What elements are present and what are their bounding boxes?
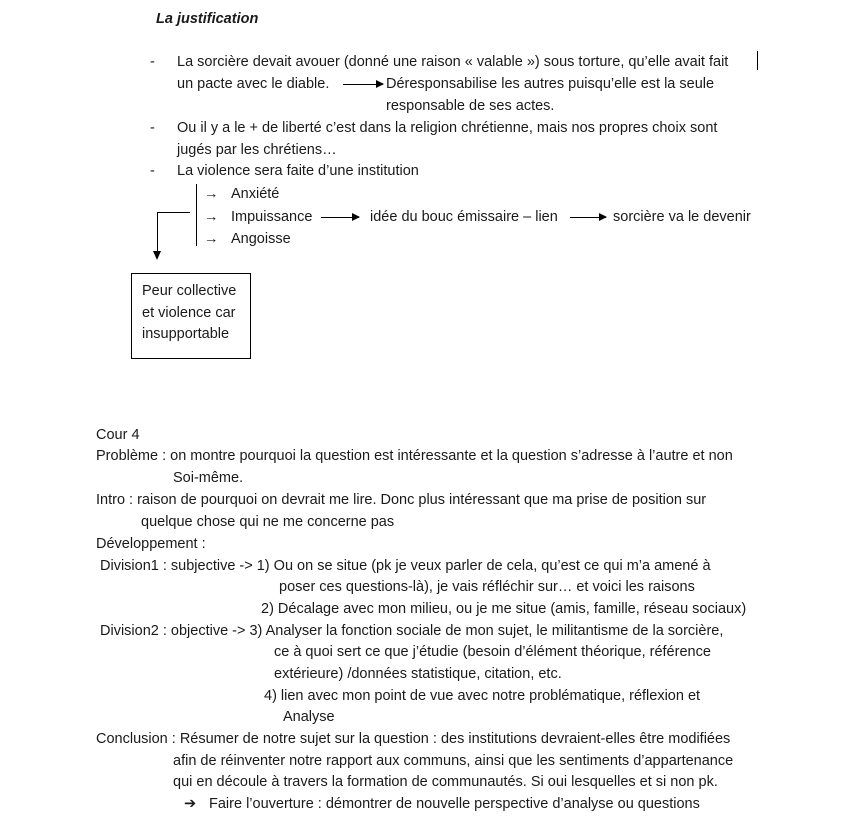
- conclusion-line4: Faire l’ouverture : démontrer de nouvelle perspective d’analyse ou questions: [209, 796, 700, 812]
- text-cursor: [757, 51, 758, 70]
- conclusion-line2: afin de réinventer notre rapport aux communs, ainsi que les sentiments d’appartenance: [173, 753, 734, 769]
- arrow-right-icon: →: [204, 231, 219, 247]
- bracket-line: [196, 184, 197, 246]
- bullet-dash: -: [150, 163, 155, 179]
- arrow-right-icon: [570, 217, 606, 218]
- box-line: Peur collective: [142, 283, 237, 299]
- branch-impuissance: Impuissance: [231, 209, 313, 225]
- bullet1-line1: La sorcière devait avouer (donné une raison « valable ») sous torture, qu’elle avait fait: [177, 54, 729, 70]
- bullet1-consequence2: responsable de ses actes.: [386, 98, 555, 114]
- chain-step2: sorcière va le devenir: [613, 209, 751, 225]
- box-line: insupportable: [142, 326, 230, 342]
- probleme-line1: Problème : on montre pourquoi la question est intéressante et la question s’adresse à l’autre et non: [96, 448, 733, 464]
- fear-box: [131, 273, 251, 359]
- arrow-right-icon: →: [204, 209, 219, 225]
- intro-line1: Intro : raison de pourquoi on devrait me lire. Donc plus intéressant que ma prise de position sur: [96, 492, 707, 508]
- division2-line4: 4) lien avec mon point de vue avec notre problématique, réflexion et: [264, 688, 701, 704]
- conclusion-line1: Conclusion : Résumer de notre sujet sur la question : des institutions devraient-elles être modifiées: [96, 731, 731, 747]
- arrow-right-icon: →: [204, 186, 219, 202]
- course-heading: Cour 4: [96, 427, 140, 443]
- bold-arrow-icon: ➔: [184, 796, 197, 812]
- bullet-dash: -: [150, 120, 155, 136]
- bullet2-line1: Ou il y a le + de liberté c’est dans la religion chrétienne, mais nos propres choix sont: [177, 120, 718, 136]
- bullet2-line2: jugés par les chrétiens…: [177, 142, 337, 158]
- arrow-right-icon: [343, 84, 383, 85]
- division2-line3: extérieure) /données statistique, citation, etc.: [274, 666, 562, 682]
- bullet-dash: -: [150, 54, 155, 70]
- division1-line2: poser ces questions-là), je vais réfléchir sur… et voici les raisons: [279, 579, 695, 595]
- division2-line2: ce à quoi sert ce que j’étudie (besoin d’élément théorique, référence: [274, 644, 711, 660]
- branch-angoisse: Angoisse: [231, 231, 291, 247]
- intro-line2: quelque chose qui ne me concerne pas: [141, 514, 395, 530]
- division2-line1: Division2 : objective -> 3) Analyser la fonction sociale de mon sujet, le militantisme de la sorcière,: [100, 623, 724, 639]
- connector-horizontal: [157, 212, 190, 213]
- developpement-label: Développement :: [96, 536, 206, 552]
- section-title: La justification: [156, 11, 259, 27]
- bullet3-line1: La violence sera faite d’une institution: [177, 163, 419, 179]
- bullet1-line2: un pacte avec le diable.: [177, 76, 330, 92]
- bullet1-consequence1: Déresponsabilise les autres puisqu’elle est la seule: [386, 76, 715, 92]
- chain-step1: idée du bouc émissaire – lien: [370, 209, 558, 225]
- arrow-down-icon: [157, 212, 158, 258]
- conclusion-line3: qui en découle à travers la formation de communautés. Si oui lesquelles et si non pk.: [173, 774, 718, 790]
- probleme-line2: Soi-même.: [173, 470, 244, 486]
- arrow-right-icon: [321, 217, 359, 218]
- box-line: et violence car: [142, 304, 236, 321]
- branch-anxiete: Anxiété: [231, 186, 280, 202]
- division2-line5: Analyse: [283, 709, 335, 725]
- division1-line3: 2) Décalage avec mon milieu, ou je me situe (amis, famille, réseau sociaux): [261, 601, 747, 617]
- division1-line1: Division1 : subjective -> 1) Ou on se situe (pk je veux parler de cela, qu’est ce qui m’a amené à: [100, 558, 711, 574]
